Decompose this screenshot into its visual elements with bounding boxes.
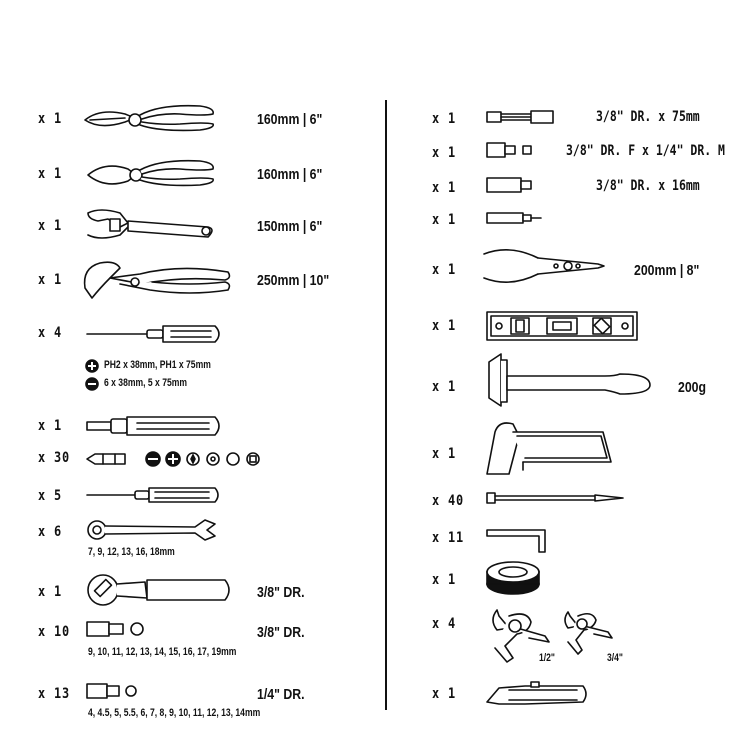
slotted-icon <box>85 377 99 391</box>
dimension-label: 3/8" DR. x 16mm <box>596 178 700 194</box>
dimension-label: 250mm | 10" <box>257 272 330 289</box>
qty-label: x 1 <box>432 180 457 196</box>
dimension-label: 1/4" DR. <box>257 686 305 703</box>
qty-label: x 1 <box>38 218 63 234</box>
dimension-label: 3/8" DR. x 75mm <box>596 109 700 125</box>
spring-clamp-small-icon <box>560 608 620 656</box>
qty-label: x 1 <box>432 446 457 462</box>
dimension-label: 3/8" DR. <box>257 584 305 601</box>
qty-label: x 10 <box>38 624 71 640</box>
adapter-icon <box>485 140 545 160</box>
screwdriver-bits-icon <box>85 450 275 468</box>
hammer-icon <box>485 352 655 410</box>
socket-small-icon <box>85 681 155 701</box>
dimension-label: 150mm | 6" <box>257 218 323 235</box>
qty-label: x 13 <box>38 686 71 702</box>
dimension-label: 200mm | 8" <box>634 262 700 279</box>
qty-label: x 1 <box>432 111 457 127</box>
qty-label: x 1 <box>38 111 63 127</box>
column-divider <box>385 100 387 710</box>
screwdriver-icon <box>85 322 225 346</box>
socket-sizes-note: 9, 10, 11, 12, 13, 14, 15, 16, 17, 19mm <box>88 646 237 658</box>
spark-plug-socket-icon <box>485 175 545 195</box>
wire-stripper-icon <box>480 244 610 288</box>
clamp-size-label: 3/4" <box>607 652 624 664</box>
water-pump-pliers-icon <box>80 258 235 303</box>
screwdriver-note: 6 x 38mm, 5 x 75mm <box>104 377 187 389</box>
qty-label: x 30 <box>38 450 71 466</box>
qty-label: x 1 <box>38 418 63 434</box>
hex-key-icon <box>485 526 555 556</box>
combination-pliers-icon <box>80 100 220 140</box>
qty-label: x 1 <box>432 145 457 161</box>
phillips-icon <box>85 359 99 373</box>
qty-label: x 1 <box>432 379 457 395</box>
combination-spanner-icon <box>85 518 220 542</box>
adjustable-wrench-icon <box>80 205 220 245</box>
bit-holder-icon <box>485 208 545 228</box>
hacksaw-icon <box>485 418 625 480</box>
bit-driver-icon <box>85 414 225 438</box>
dimension-label: 160mm | 6" <box>257 166 323 183</box>
qty-label: x 1 <box>432 212 457 228</box>
spirit-level-icon <box>485 310 640 342</box>
ratchet-icon <box>85 572 235 608</box>
qty-label: x 1 <box>432 262 457 278</box>
qty-label: x 1 <box>38 584 63 600</box>
dimension-label: 3/8" DR. <box>257 624 305 641</box>
utility-knife-icon <box>485 680 595 710</box>
extension-bar-icon <box>485 108 565 126</box>
qty-label: x 4 <box>432 616 457 632</box>
qty-label: x 1 <box>38 166 63 182</box>
screwdriver-note: PH2 x 38mm, PH1 x 75mm <box>104 359 211 371</box>
dimension-label: 200g <box>678 379 707 396</box>
clamp-size-label: 1/2" <box>539 652 556 664</box>
qty-label: x 6 <box>38 524 63 540</box>
qty-label: x 1 <box>38 272 63 288</box>
qty-label: x 40 <box>432 493 465 509</box>
socket-sizes-note: 4, 4.5, 5, 5.5, 6, 7, 8, 9, 10, 11, 12, 13, 14mm <box>88 707 261 719</box>
qty-label: x 4 <box>38 325 63 341</box>
diagonal-cutter-icon <box>80 155 220 195</box>
qty-label: x 1 <box>432 318 457 334</box>
dimension-label: 160mm | 6" <box>257 111 323 128</box>
insulating-tape-icon <box>485 560 545 596</box>
qty-label: x 11 <box>432 530 465 546</box>
dimension-label: 3/8" DR. F x 1/4" DR. M <box>566 143 725 159</box>
qty-label: x 5 <box>38 488 63 504</box>
cable-tie-icon <box>485 490 630 506</box>
spanner-sizes-note: 7, 9, 12, 13, 16, 18mm <box>88 546 175 558</box>
qty-label: x 1 <box>432 572 457 588</box>
precision-screwdriver-icon <box>85 483 225 507</box>
socket-icon <box>85 619 155 639</box>
qty-label: x 1 <box>432 686 457 702</box>
